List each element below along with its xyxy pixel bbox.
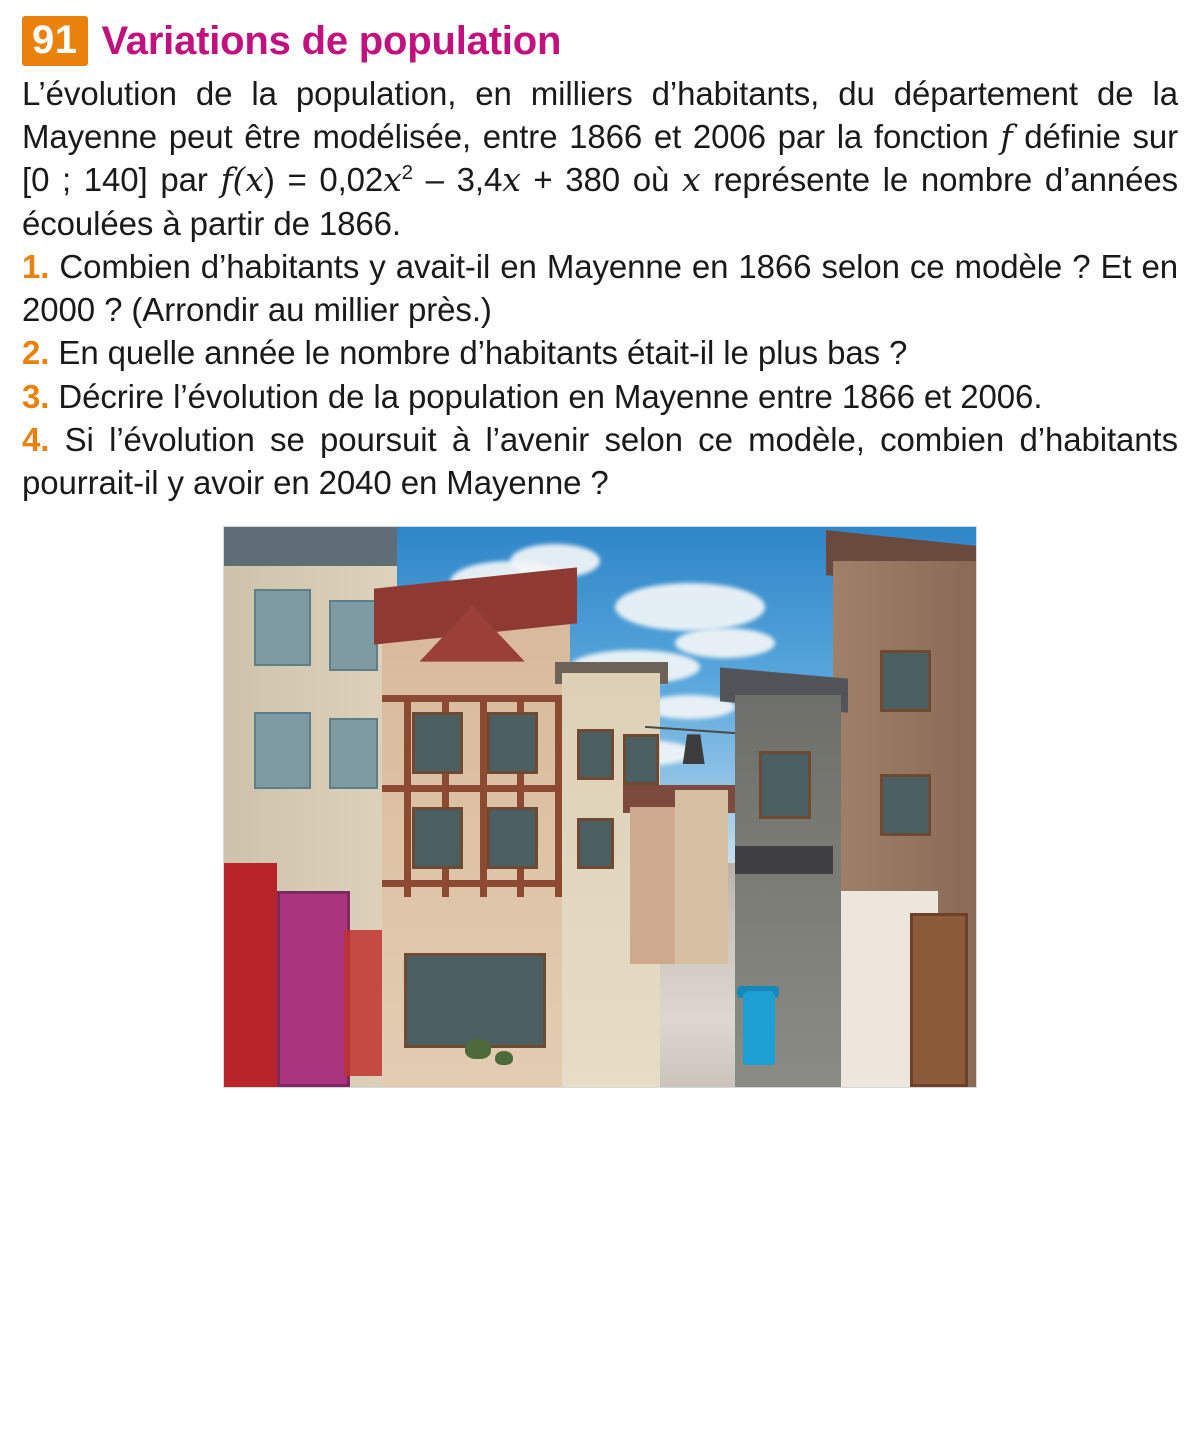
window bbox=[623, 734, 659, 785]
question-3-text: Décrire l’évolution de la population en Mayenne entre 1866 et 2006. bbox=[58, 377, 1043, 415]
building-distant-2 bbox=[675, 790, 728, 964]
question-4-text: Si l’évolution se poursuit à l’avenir selon ce modèle, combien d’habitants pourrait-il y avoir en 2040 en Mayenne ? bbox=[22, 420, 1178, 501]
question-3 bbox=[22, 375, 1178, 418]
question-4-number: 4. bbox=[22, 420, 50, 458]
timber-beam bbox=[404, 695, 411, 897]
window bbox=[412, 712, 463, 774]
formula-variable-3: x bbox=[502, 160, 521, 200]
street-photo bbox=[223, 526, 977, 1088]
cloud bbox=[675, 628, 775, 658]
window bbox=[759, 751, 810, 819]
window bbox=[577, 729, 613, 780]
question-2-text: En quelle année le nombre d’habitants était-il le plus bas ? bbox=[58, 334, 908, 372]
function-name-f: f bbox=[1000, 117, 1013, 157]
formula-exponent: 2 bbox=[401, 161, 413, 185]
question-2-number: 2. bbox=[22, 334, 50, 372]
roof-left bbox=[224, 527, 397, 566]
formula-variable-2: x bbox=[383, 160, 402, 200]
plant bbox=[465, 1039, 491, 1059]
window-shutter bbox=[254, 712, 311, 789]
intro-text-part1: L’évolution de la population, en milliers d’habitants, du département de la Mayenne peut être modélisée, entre 1866 et 2006 par la fonction bbox=[22, 75, 1178, 156]
illustration-container bbox=[22, 526, 1178, 1088]
formula-tail: + 380 où bbox=[520, 161, 682, 199]
door-wooden bbox=[910, 913, 969, 1087]
cloud bbox=[615, 583, 765, 631]
question-1-text: Combien d’habitants y avait-il en Mayenne en 1866 selon ce modèle ? Et en 2000 ? (Arrondir au millier près.) bbox=[22, 247, 1178, 329]
question-2 bbox=[22, 331, 1178, 374]
window bbox=[880, 650, 931, 712]
window bbox=[487, 712, 538, 774]
timber-beam bbox=[555, 695, 562, 897]
timber-beam bbox=[480, 695, 487, 897]
window bbox=[487, 807, 538, 869]
intro-text-part3: représente le nombre d’années écoulées à partir de 1866. bbox=[22, 161, 1179, 242]
intro-text-part2: définie sur [0 ; 140] par bbox=[22, 118, 1178, 199]
window bbox=[880, 774, 931, 836]
question-1-number: 1. bbox=[22, 247, 50, 285]
blue-bollard bbox=[743, 991, 775, 1065]
awning bbox=[735, 846, 833, 874]
formula-variable-4: x bbox=[681, 160, 701, 200]
question-3-number: 3. bbox=[22, 377, 50, 415]
shopfront-red-left bbox=[224, 863, 277, 1087]
exercise-header bbox=[22, 16, 1178, 66]
window-shutter bbox=[329, 600, 378, 671]
window-shutter bbox=[254, 589, 311, 666]
window-shutter bbox=[329, 718, 378, 789]
window bbox=[412, 807, 463, 869]
statement-intro bbox=[22, 72, 1178, 245]
question-4 bbox=[22, 418, 1178, 504]
exercise-title: Variations de population bbox=[101, 19, 562, 63]
formula-prefix: f( bbox=[220, 160, 246, 200]
formula-variable-1: x bbox=[245, 160, 264, 200]
plant bbox=[495, 1051, 513, 1065]
exercise-number-badge: 91 bbox=[22, 16, 88, 66]
formula-rest: – 3,4 bbox=[412, 161, 503, 199]
door-pink bbox=[277, 891, 351, 1087]
exercise-statement bbox=[22, 72, 1178, 504]
shopfront-window bbox=[404, 953, 545, 1049]
window bbox=[577, 818, 613, 869]
formula-mid: ) = 0,02 bbox=[263, 161, 384, 199]
question-1 bbox=[22, 245, 1178, 331]
